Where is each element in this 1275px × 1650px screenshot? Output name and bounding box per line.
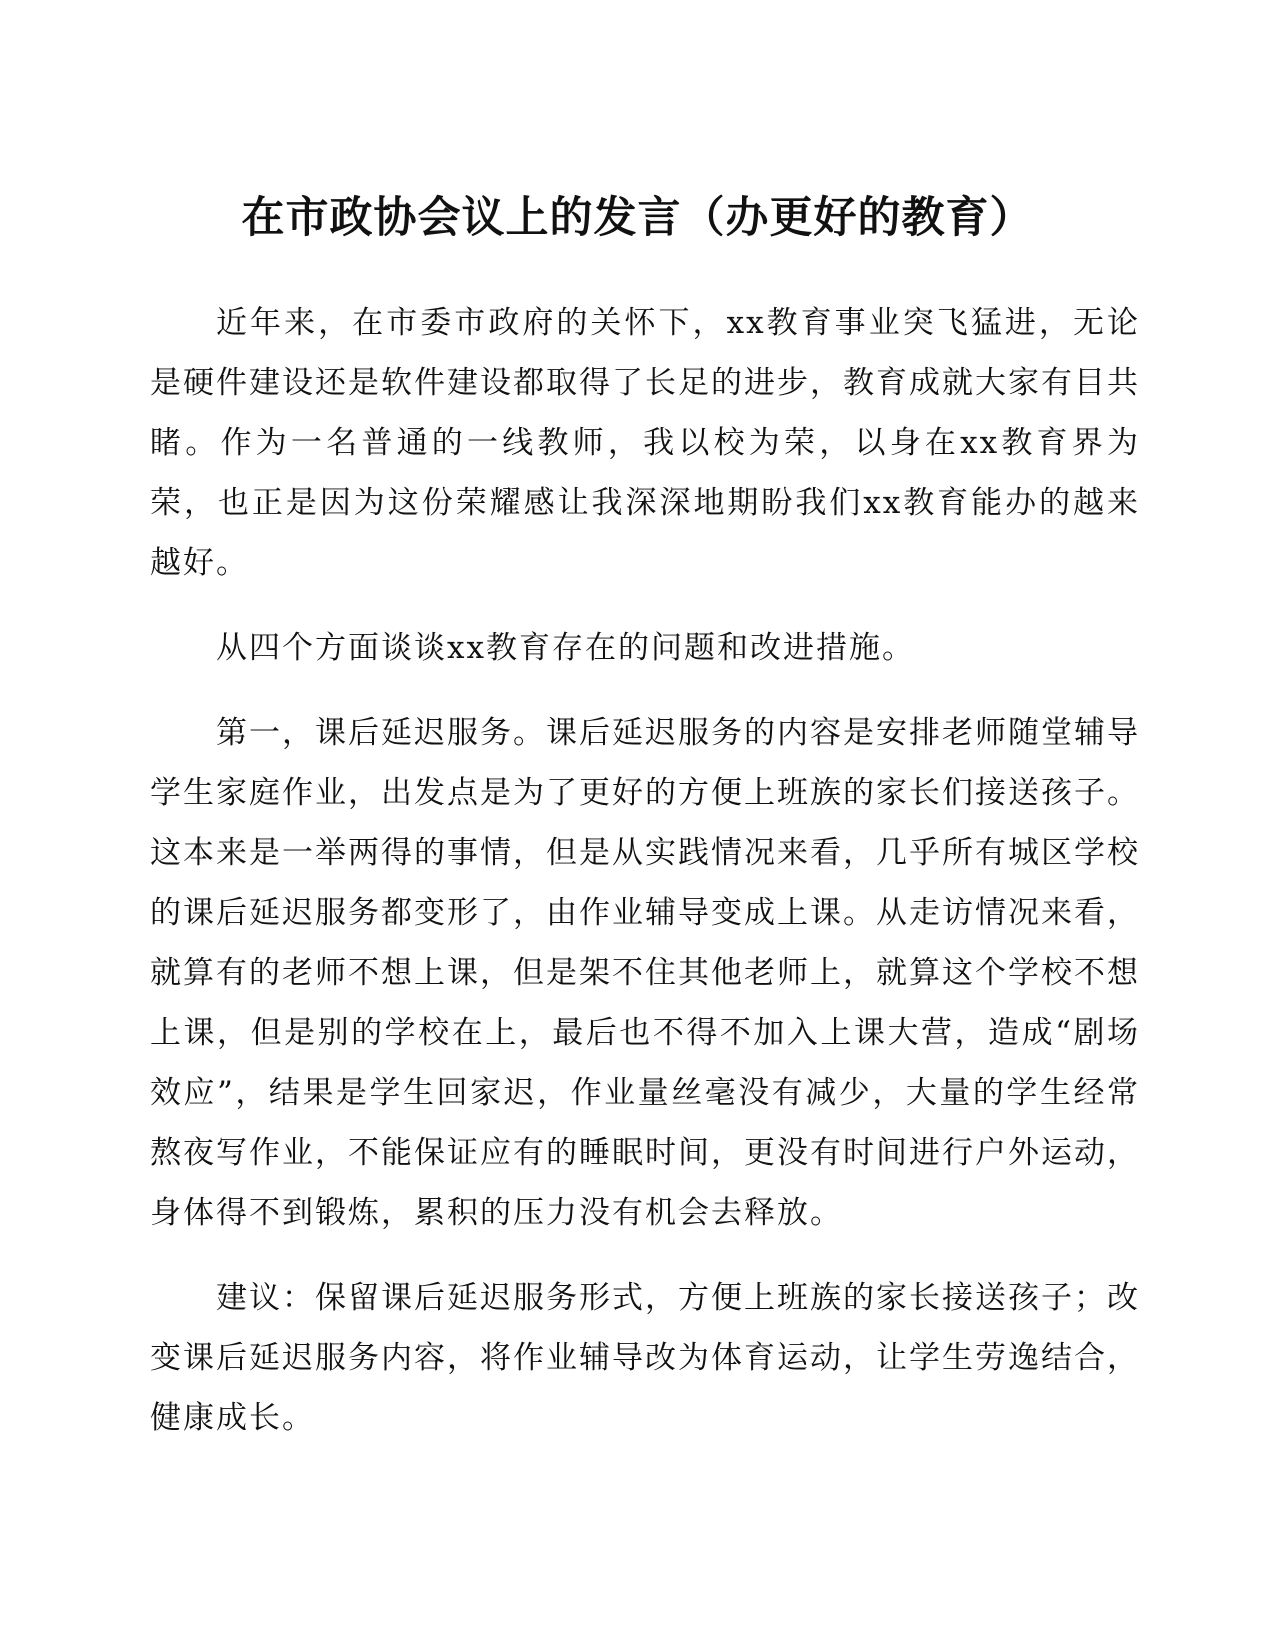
paragraph-overview: 从四个方面谈谈xx教育存在的问题和改进措施。 — [216, 630, 915, 666]
paragraph-point-one: 第一，课后延迟服务。课后延迟服务的内容是安排老师随堂辅导学生家庭作业，出发点是为了更好的方便上班族的家长们接送孩子。这本来是一举两得的事情，但是从实践情况来看，几乎所有城区学校的课后延迟服务都变形了，由作业辅导变成上课。从走访情况来看，就算有的老师不想上课，但是架不住其他老师上，就算这个学校不想上课，但是别的学校在上，最后也不得不加入上课大营，造成“剧场效应”，结果是学生回家迟，作业量丝毫没有减少，大量的学生经常熬夜写作业，不能保证应有的睡眠时间，更没有时间进行户外运动，身体得不到锻炼，累积的压力没有机会去释放。 — [150, 715, 1140, 1231]
paragraph-suggestion: 建议：保留课后延迟服务形式，方便上班族的家长接送孩子；改变课后延迟服务内容，将作业辅导改为体育运动，让学生劳逸结合，健康成长。 — [150, 1280, 1140, 1436]
page-title: 在市政协会议上的发言（办更好的教育） — [241, 193, 1034, 243]
paragraph-intro: 近年来，在市委市政府的关怀下，xx教育事业突飞猛进，无论是硬件建设还是软件建设都取得了长足的进步，教育成就大家有目共睹。作为一名普通的一线教师，我以校为荣，以身在xx教育界为荣，也正是因为这份荣耀感让我深深地期盼我们xx教育能办的越来越好。 — [150, 305, 1140, 581]
document-body — [150, 293, 1140, 1473]
